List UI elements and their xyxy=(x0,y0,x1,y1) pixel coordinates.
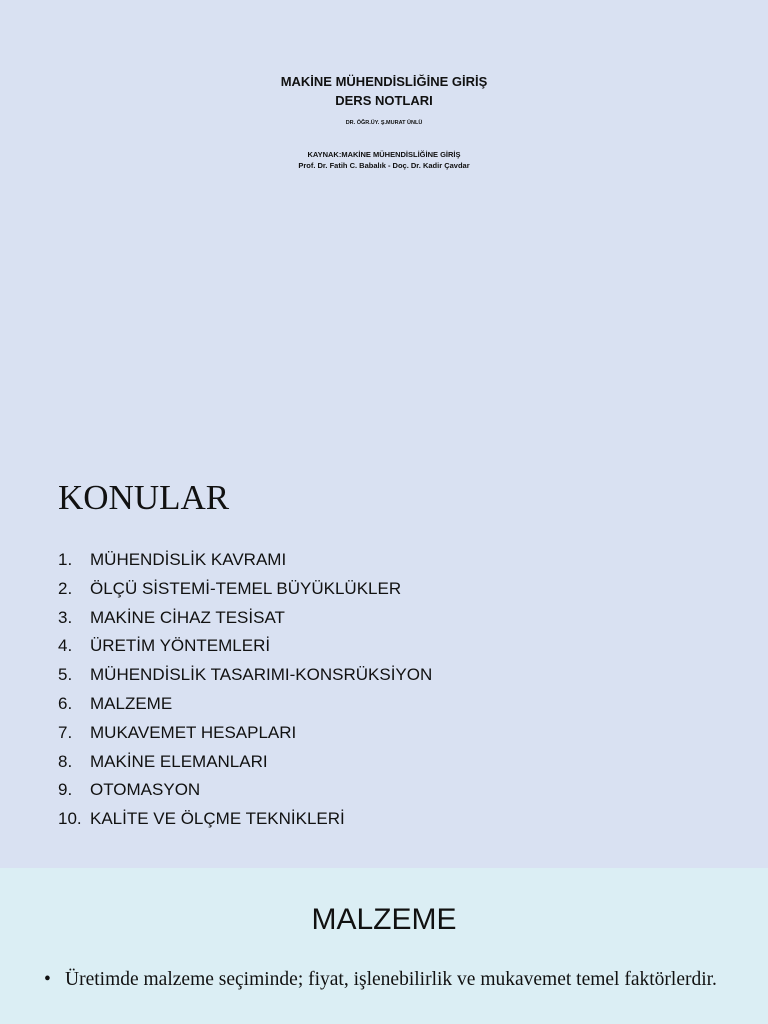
title-line-1: MAKİNE MÜHENDİSLİĞİNE GİRİŞ xyxy=(280,74,488,89)
list-item-label: MAKİNE CİHAZ TESİSAT xyxy=(90,607,285,627)
list-item-label: MÜHENDİSLİK KAVRAMI xyxy=(90,550,287,569)
list-item xyxy=(58,575,432,604)
list-item-label: OTOMASYON xyxy=(90,780,201,800)
bullet-text: Üretimde malzeme seçiminde; fiyat, işlenebilirlik ve mukavemet temel faktörlerdir. xyxy=(65,969,717,990)
list-item xyxy=(58,748,432,777)
list-item-label: ÖLÇÜ SİSTEMİ-TEMEL BÜYÜKLÜKLER xyxy=(90,578,402,598)
list-item xyxy=(58,719,432,748)
list-item xyxy=(58,632,432,661)
author-line: DR. ÖĞR.ÜY. Ş.MURAT ÜNLÜ xyxy=(345,120,423,126)
topics-heading: KONULAR xyxy=(58,478,230,517)
list-item-label: MÜHENDİSLİK TASARIMI-KONSRÜKSİYON xyxy=(90,665,433,685)
document-title xyxy=(0,72,768,110)
source-block xyxy=(0,149,768,171)
list-item-number: 2. xyxy=(58,578,73,598)
topic-list xyxy=(58,546,432,834)
list-item-label: MALZEME xyxy=(90,693,173,713)
bullet-icon: • xyxy=(44,969,51,990)
list-item-label: MUKAVEMET HESAPLARI xyxy=(90,722,297,742)
material-heading: MALZEME xyxy=(311,903,457,936)
list-item-number: 6. xyxy=(58,693,73,713)
list-item-number: 5. xyxy=(58,665,73,685)
list-item-number: 10. xyxy=(58,809,82,829)
source-line-2: Prof. Dr. Fatih C. Babalık - Doç. Dr. Kadir Çavdar xyxy=(298,161,470,170)
source-line-1: KAYNAK:MAKİNE MÜHENDİSLİĞİNE GİRİŞ xyxy=(307,150,461,159)
list-item xyxy=(58,776,432,805)
list-item-number: 4. xyxy=(58,636,73,656)
title-slide xyxy=(0,0,768,432)
bullet-point xyxy=(44,968,741,992)
list-item xyxy=(58,805,432,834)
list-item-number: 7. xyxy=(58,722,73,742)
list-item-label: MAKİNE ELEMANLARI xyxy=(90,751,268,771)
list-item-number: 3. xyxy=(58,607,73,627)
list-item-label: KALİTE VE ÖLÇME TEKNİKLERİ xyxy=(90,809,345,829)
list-item xyxy=(58,546,432,575)
list-item-number: 8. xyxy=(58,751,73,771)
title-line-2: DERS NOTLARI xyxy=(335,93,433,108)
material-slide xyxy=(0,868,768,1024)
list-item xyxy=(58,661,432,690)
list-item xyxy=(58,604,432,633)
list-item-number: 9. xyxy=(58,780,73,800)
list-item-label: ÜRETİM YÖNTEMLERİ xyxy=(90,636,271,656)
title-block xyxy=(0,72,768,171)
list-item-number: 1. xyxy=(58,550,73,569)
list-item xyxy=(58,690,432,719)
